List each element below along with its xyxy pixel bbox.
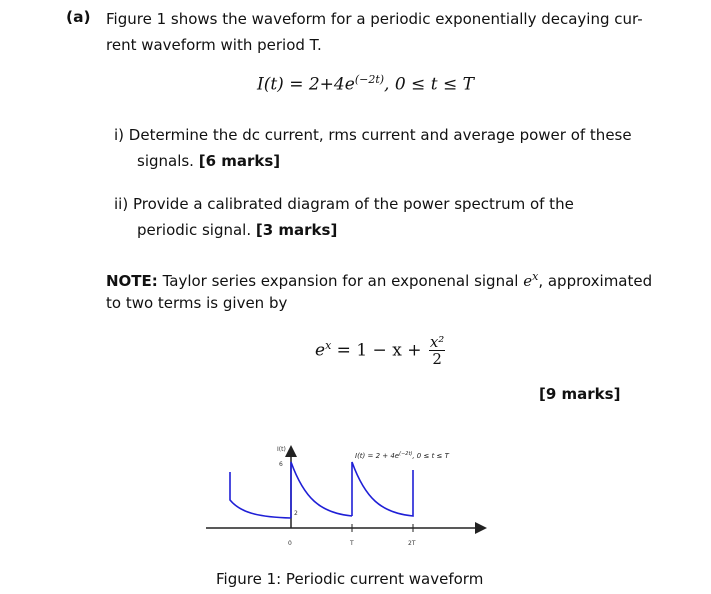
equation-waveform-exponent: (−2t) bbox=[354, 73, 385, 86]
intro-line-2: rent waveform with period T. bbox=[106, 36, 322, 54]
waveform-segment-1 bbox=[230, 472, 291, 518]
subquestion-i-line-1: i) Determine the dc current, rms current and average power of these bbox=[114, 126, 632, 144]
intro-line-1: Figure 1 shows the waveform for a periodic exponentially decaying cur- bbox=[106, 10, 643, 28]
subquestion-i-text: signals. bbox=[137, 152, 194, 170]
figure-annotation: $I(t) = 2 + 4e^{(-2t)}$, 0 ≤ t ≤ T bbox=[355, 451, 449, 460]
subquestion-ii-text: periodic signal. bbox=[137, 221, 252, 239]
waveform-segment-3 bbox=[352, 462, 413, 516]
fraction-numerator: x² bbox=[429, 333, 445, 351]
note-text: Taylor series expansion for an exponenal signal bbox=[162, 272, 519, 290]
subquestion-ii-line-1: ii) Provide a calibrated diagram of the power spectrum of the bbox=[114, 195, 574, 213]
note-tail: , approximated bbox=[538, 272, 653, 290]
origin-label: 0 bbox=[288, 540, 292, 547]
waveform-segment-2 bbox=[291, 462, 352, 518]
equation-taylor-lhs-sup: x bbox=[325, 338, 332, 352]
note-line-2: to two terms is given by bbox=[106, 294, 288, 312]
note-symbol: $e^x$ bbox=[523, 270, 539, 290]
equation-taylor-middle: = 1 − x + bbox=[331, 340, 427, 361]
y-value-label: 6 bbox=[279, 461, 283, 468]
figure-caption: Figure 1: Periodic current waveform bbox=[216, 570, 484, 588]
equation-taylor-lhs: e bbox=[315, 340, 326, 361]
x-tick-2T-label: 2T bbox=[408, 540, 416, 547]
subquestion-ii-marks: [3 marks] bbox=[255, 221, 338, 239]
fraction-denominator: 2 bbox=[432, 350, 442, 368]
x-tick-T-label: T bbox=[350, 540, 354, 547]
baseline-label: 2 bbox=[294, 510, 298, 517]
note-label: NOTE: bbox=[106, 272, 158, 290]
equation-waveform-range: , 0 ≤ t ≤ T bbox=[384, 74, 474, 95]
equation-waveform-lhs: I(t) = 2+4e bbox=[257, 74, 355, 95]
part-label: (a) bbox=[66, 8, 91, 26]
y-axis-label: I(t) bbox=[277, 446, 286, 453]
subquestion-i-marks: [6 marks] bbox=[198, 152, 281, 170]
total-marks: [9 marks] bbox=[539, 385, 621, 403]
